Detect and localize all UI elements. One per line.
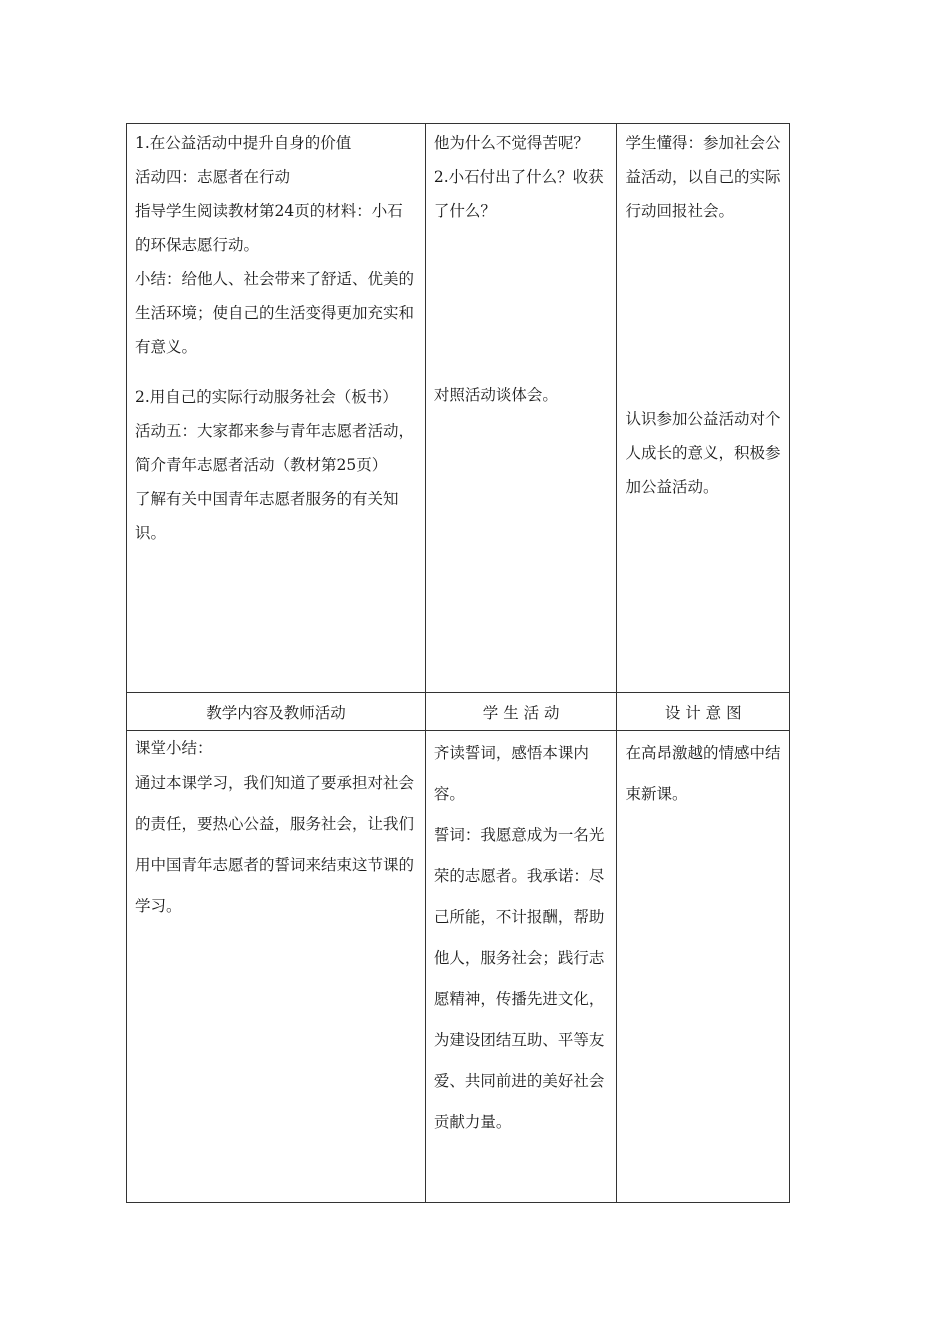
- paragraph: 认识参加公益活动对个人成长的意义，积极参加公益活动。: [625, 410, 781, 496]
- teacher-activity-cell: [127, 731, 426, 1203]
- activity-title: 活动四：志愿者在行动: [135, 168, 291, 186]
- column-header: 教学内容及教师活动: [127, 693, 426, 731]
- section-heading: 1.在公益活动中提升自身的价值: [135, 134, 352, 152]
- paragraph: 齐读誓词，感悟本课内容。: [433, 744, 589, 803]
- table-row: [127, 731, 790, 1203]
- question-text: 他为什么不觉得苦呢？: [433, 134, 589, 152]
- oath-paragraph: 誓词：我愿意成为一名光荣的志愿者。我承诺：尽己所能，不计报酬，帮助他人，服务社会；践行志愿精神，传播先进文化，为建设团结互助、平等友爱、共同前进的美好社会贡献力量。: [433, 826, 605, 1131]
- paragraph: 了解有关中国青年志愿者服务的有关知识。: [135, 490, 399, 542]
- paragraph: 在高昂激越的情感中结束新课。: [625, 744, 781, 803]
- teacher-activity-cell: [127, 124, 426, 693]
- section-heading: 课堂小结：: [135, 739, 213, 757]
- paragraph: 通过本课学习，我们知道了要承担对社会的责任，要热心公益，服务社会，让我们用中国青年志愿者的誓词来结束这节课的学习。: [135, 774, 415, 915]
- student-activity-cell: [425, 124, 617, 693]
- paragraph: 学生懂得：参加社会公益活动，以自己的实际行动回报社会。: [625, 134, 781, 220]
- section-heading: 2.用自己的实际行动服务社会（板书）: [135, 388, 398, 406]
- table-header-row: [127, 693, 790, 731]
- design-intent-cell: [617, 124, 790, 693]
- student-activity-cell: [425, 731, 617, 1203]
- column-header: 设 计 意 图: [617, 693, 790, 731]
- table-row: [127, 124, 790, 693]
- lesson-plan-table: [126, 123, 790, 1203]
- paragraph: 指导学生阅读教材第24页的材料：小石的环保志愿行动。: [135, 202, 403, 254]
- activity-title: 活动五：大家都来参与青年志愿者活动，简介青年志愿者活动（教材第25页）: [135, 422, 415, 474]
- question-text: 2.小石付出了什么？收获了什么？: [433, 168, 604, 220]
- design-intent-cell: [617, 731, 790, 1203]
- column-header: 学 生 活 动: [425, 693, 617, 731]
- summary-paragraph: 小结：给他人、社会带来了舒适、优美的生活环境；使自己的生活变得更加充实和有意义。: [135, 270, 415, 356]
- paragraph: 对照活动谈体会。: [433, 386, 558, 404]
